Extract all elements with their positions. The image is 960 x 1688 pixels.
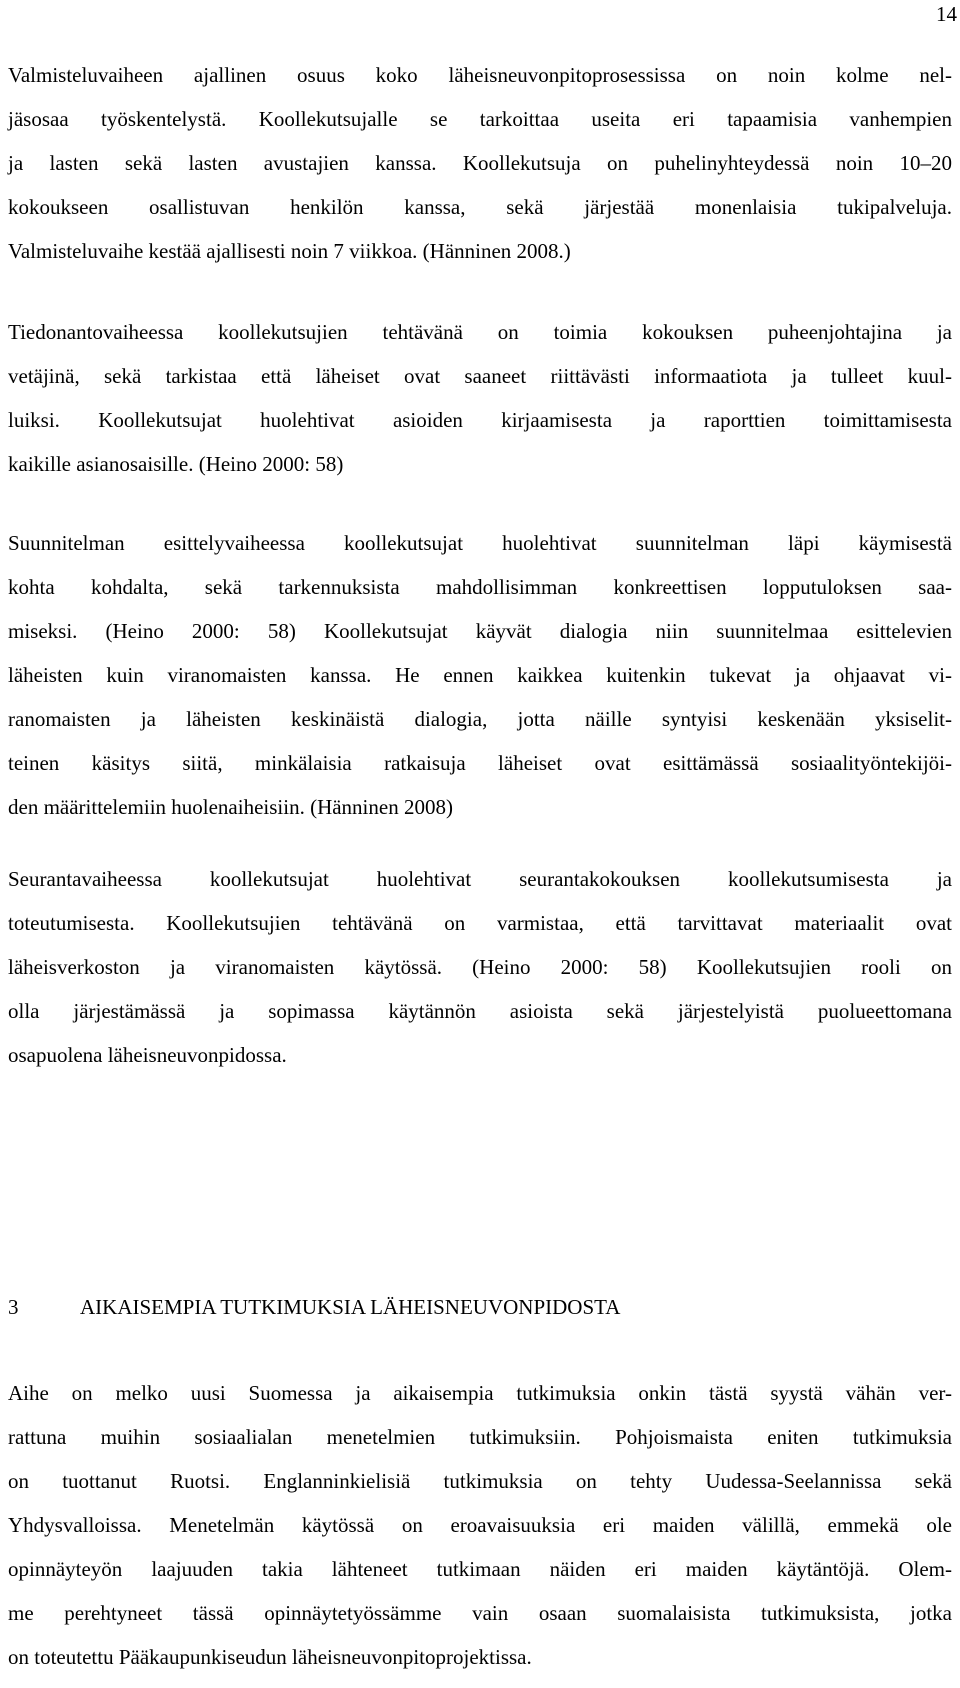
text-line: jäsosaa työskentelystä. Koollekutsujalle se tarkoittaa useita eri tapaamisia vanhempien bbox=[8, 107, 952, 131]
text-line: Yhdysvalloissa. Menetelmän käytössä on eroavaisuuksia eri maiden välillä, emmekä ole bbox=[8, 1513, 952, 1537]
paragraph-plan-presentation-phase bbox=[8, 521, 960, 829]
text-line: toteutumisesta. Koollekutsujien tehtävänä on varmistaa, että tarvittavat materiaalit ovat bbox=[8, 911, 952, 935]
text-line: läheisverkoston ja viranomaisten käytössä. (Heino 2000: 58) Koollekutsujien rooli on bbox=[8, 955, 952, 979]
text-line: luiksi. Koollekutsujat huolehtivat asioiden kirjaamisesta ja raporttien toimittamisesta bbox=[8, 408, 952, 432]
text-line: on toteutettu Pääkaupunkiseudun läheisneuvonpitoprojektissa. bbox=[8, 1645, 532, 1669]
text-line: kokoukseen osallistuvan henkilön kanssa, sekä järjestää monenlaisia tukipalveluja. bbox=[8, 195, 952, 219]
text-line: on tuottanut Ruotsi. Englanninkielisiä tutkimuksia on tehty Uudessa-Seelannissa sekä bbox=[8, 1469, 952, 1493]
section-heading bbox=[8, 1285, 620, 1329]
text-line: kohta kohdalta, sekä tarkennuksista mahdollisimman konkreettisen lopputuloksen saa- bbox=[8, 575, 952, 599]
text-line: rattuna muihin sosiaalialan menetelmien tutkimuksiin. Pohjoismaista eniten tutkimuksia bbox=[8, 1425, 952, 1449]
section-number: 3 bbox=[8, 1295, 19, 1319]
paragraph-information-phase bbox=[8, 310, 960, 486]
text-line: osapuolena läheisneuvonpidossa. bbox=[8, 1043, 287, 1067]
text-line: miseksi. (Heino 2000: 58) Koollekutsujat käyvät dialogia niin suunnitelmaa esittelevien bbox=[8, 619, 952, 643]
text-line: Tiedonantovaiheessa koollekutsujien tehtävänä on toimia kokouksen puheenjohtajina ja bbox=[8, 320, 952, 344]
page-number: 14 bbox=[936, 2, 957, 26]
paragraph-preparation-phase bbox=[8, 53, 960, 273]
text-line: Suunnitelman esittelyvaiheessa koollekutsujat huolehtivat suunnitelman läpi käymisestä bbox=[8, 531, 952, 555]
section-title: AIKAISEMPIA TUTKIMUKSIA LÄHEISNEUVONPIDOSTA bbox=[80, 1295, 621, 1319]
paragraph-previous-research bbox=[8, 1371, 960, 1679]
text-line: läheisten kuin viranomaisten kanssa. He ennen kaikkea kuitenkin tukevat ja ohjaavat vi- bbox=[8, 663, 952, 687]
text-line: Seurantavaiheessa koollekutsujat huolehtivat seurantakokouksen koollekutsumisesta ja bbox=[8, 867, 952, 891]
text-line: opinnäyteyön laajuuden takia lähteneet tutkimaan näiden eri maiden käytäntöjä. Olem- bbox=[8, 1557, 952, 1581]
text-line: ranomaisten ja läheisten keskinäistä dialogia, jotta näille syntyisi keskenään yksiselit- bbox=[8, 707, 952, 731]
text-line: Valmisteluvaihe kestää ajallisesti noin 7 viikkoa. (Hänninen 2008.) bbox=[8, 239, 571, 263]
paragraph-follow-up-phase bbox=[8, 857, 960, 1077]
text-line: den määrittelemiin huolenaiheisiin. (Hänninen 2008) bbox=[8, 795, 453, 819]
text-line: vetäjinä, sekä tarkistaa että läheiset ovat saaneet riittävästi informaatiota ja tulleet kuul- bbox=[8, 364, 952, 388]
text-line: Valmisteluvaiheen ajallinen osuus koko läheisneuvonpitoprosessissa on noin kolme nel- bbox=[8, 63, 952, 87]
text-line: olla järjestämässä ja sopimassa käytännön asioista sekä järjestelyistä puolueettomana bbox=[8, 999, 952, 1023]
text-line: teinen käsitys siitä, minkälaisia ratkaisuja läheiset ovat esittämässä sosiaalityöntekijöi- bbox=[8, 751, 952, 775]
text-line: me perehtyneet tässä opinnäytetyössämme vain osaan suomalaisista tutkimuksista, jotka bbox=[8, 1601, 952, 1625]
text-line: kaikille asianosaisille. (Heino 2000: 58) bbox=[8, 452, 344, 476]
text-line: Aihe on melko uusi Suomessa ja aikaisempia tutkimuksia onkin tästä syystä vähän ver- bbox=[8, 1381, 952, 1405]
text-line: ja lasten sekä lasten avustajien kanssa. Koollekutsuja on puhelinyhteydessä noin 10–20 bbox=[8, 151, 952, 175]
